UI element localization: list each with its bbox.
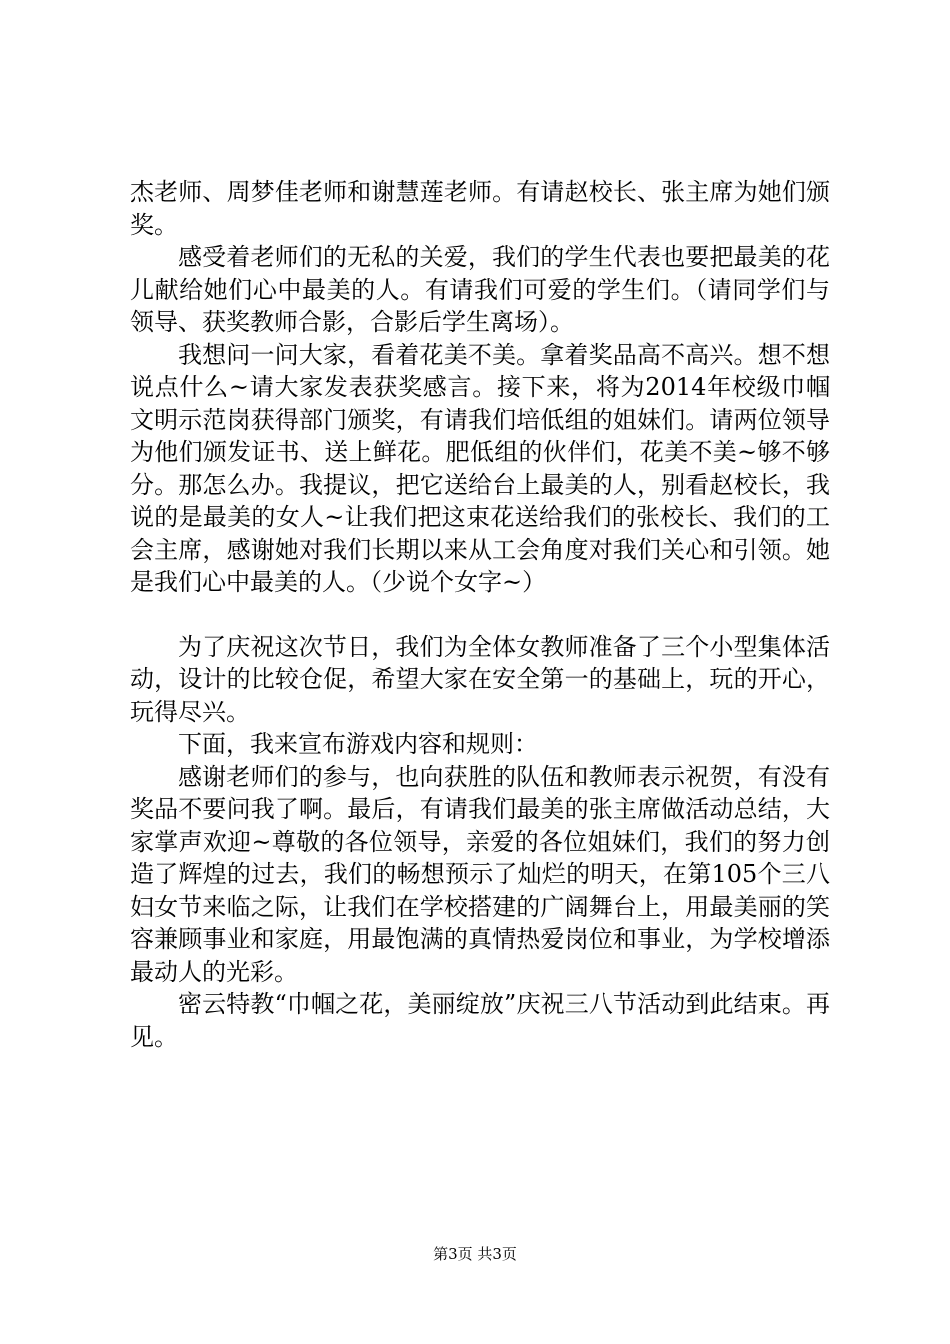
paragraph-student-flowers: 感受着老师们的无私的关爱，我们的学生代表也要把最美的花儿献给她们心中最美的人。有请我们可爱的学生们。（请同学们与领导、获奖教师合影，合影后学生离场）。 [130, 243, 830, 336]
paragraph-farewell: 密云特教“巾帼之花，美丽绽放”庆祝三八节活动到此结束。再见。 [130, 990, 830, 1051]
paragraph-activities: 为了庆祝这次节日，我们为全体女教师准备了三个小型集体活动，设计的比较仓促，希望大家在安全第一的基础上，玩的开心，玩得尽兴。 [130, 632, 830, 726]
document-body [130, 176, 830, 1053]
paragraph-game-rules: 下面，我来宣布游戏内容和规则： [178, 730, 538, 758]
paragraph-award-speech: 我想问一问大家，看着花美不美。拿着奖品高不高兴。想不想说点什么~请大家发表获奖感言。接下来，将为2014年校级巾帼文明示范岗获得部门颁奖，有请我们培低组的姐妹们。请两位领导为他们颁发证书、送上鲜花。肥低组的伙伴们，花美不美~够不够分。那怎么办。我提议，把它送给台上最美的人，别看赵校长，我说的是最美的女人~让我们把这束花送给我们的张校长、我们的工会主席，感谢她对我们长期以来从工会角度对我们关心和引领。她是我们心中最美的人。（少说个女字~） [130, 340, 830, 596]
paragraph-continued: 杰老师、周梦佳老师和谢慧莲老师。有请赵校长、张主席为她们颁奖。 [130, 178, 830, 239]
page-number-footer: 第3页 共3页 [433, 1245, 517, 1263]
paragraph-closing-summary: 感谢老师们的参与，也向获胜的队伍和教师表示祝贺，有没有奖品不要问我了啊。最后，有请我们最美的张主席做活动总结，大家掌声欢迎~尊敬的各位领导，亲爱的各位姐妹们，我们的努力创造了辉煌的过去，我们的畅想预示了灿烂的明天，在第105个三八妇女节来临之际，让我们在学校搭建的广阔舞台上，用最美丽的笑容兼顾事业和家庭，用最饱满的真情热爱岗位和事业，为学校增添最动人的光彩。 [130, 762, 830, 986]
paragraph-gap [130, 599, 830, 631]
